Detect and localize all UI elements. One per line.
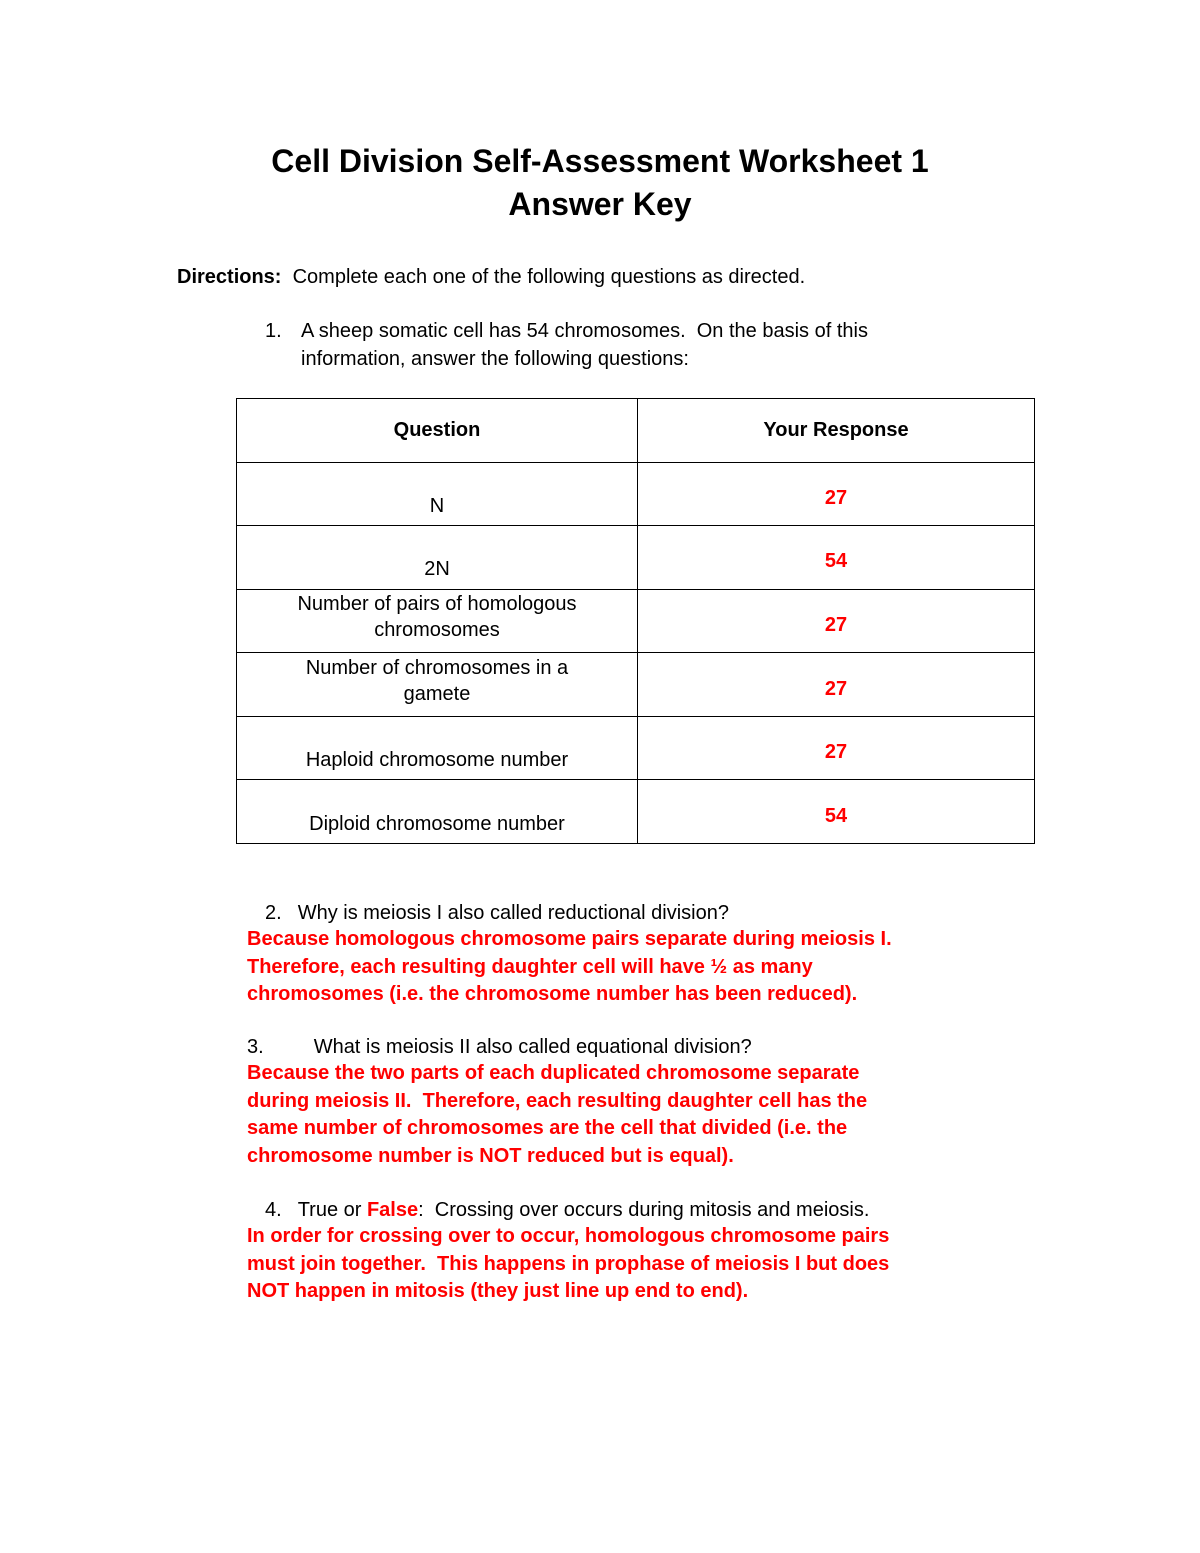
page-subtitle: Answer Key	[508, 186, 692, 222]
answer-line: must join together. This happens in prophase of meiosis I but does	[247, 1252, 890, 1275]
question-1-line-1: A sheep somatic cell has 54 chromosomes. On the basis of this	[301, 320, 868, 342]
question-3-number: 3.	[247, 1036, 264, 1058]
question-3	[247, 1033, 752, 1061]
answer-line: NOT happen in mitosis (they just line up end to end).	[247, 1280, 749, 1302]
answer-line: same number of chromosomes are the cell that divided (i.e. the	[247, 1117, 848, 1139]
answer-line: during meiosis II. Therefore, each resulting daughter cell has the	[247, 1089, 868, 1112]
question-1-line-2: information, answer the following questions:	[301, 348, 689, 370]
table-row	[237, 653, 1035, 717]
table-cell-question: Diploid chromosome number	[237, 780, 638, 844]
question-4-text: : Crossing over occurs during mitosis and meiosis.	[418, 1199, 870, 1221]
table-cell-answer: 54	[638, 780, 1035, 844]
table-cell-question: Haploid chromosome number	[237, 716, 638, 780]
table-cell-question: 2N	[237, 526, 638, 590]
table-row	[237, 462, 1035, 526]
answer-line: Because the two parts of each duplicated chromosome separate	[247, 1062, 860, 1084]
question-2-answer	[247, 926, 1047, 1009]
answer-line: Because homologous chromosome pairs separate during meiosis I.	[247, 928, 892, 950]
question-2-number: 2.	[265, 902, 282, 924]
answer-line: chromosome number is NOT reduced but is equal).	[247, 1144, 734, 1167]
table-cell-question: N	[237, 462, 638, 526]
page-title: Cell Division Self-Assessment Worksheet 1	[271, 143, 929, 179]
table-row	[237, 780, 1035, 844]
question-3-text: What is meiosis II also called equational division?	[313, 1036, 752, 1058]
directions	[177, 263, 805, 291]
question-3-answer	[247, 1060, 1047, 1170]
question-4	[265, 1196, 869, 1224]
table-cell-question: Number of chromosomes in a gamete	[237, 653, 638, 717]
question-4-number: 4.	[265, 1199, 282, 1221]
directions-label: Directions:	[177, 266, 282, 288]
question-4-false: False	[366, 1199, 419, 1221]
table-header-row	[237, 399, 1035, 463]
table-cell-answer: 27	[638, 653, 1035, 717]
table-row	[237, 526, 1035, 590]
answer-line: In order for crossing over to occur, homologous chromosome pairs	[247, 1225, 890, 1247]
question-4-answer	[247, 1223, 1047, 1306]
question-4-true: True or	[297, 1199, 367, 1221]
table-cell-answer: 27	[638, 589, 1035, 653]
answer-line: chromosomes (i.e. the chromosome number has been reduced).	[247, 983, 858, 1005]
answer-line: Therefore, each resulting daughter cell will have ½ as many	[247, 955, 813, 978]
question-1-number: 1.	[265, 320, 282, 342]
table-cell-answer: 54	[638, 526, 1035, 590]
directions-text: Complete each one of the following questions as directed.	[292, 266, 806, 288]
table-row	[237, 589, 1035, 653]
table-row	[237, 716, 1035, 780]
question-2-text: Why is meiosis I also called reductional division?	[297, 902, 729, 924]
question-2	[265, 899, 729, 927]
table-cell-answer: 27	[638, 716, 1035, 780]
table-cell-answer: 27	[638, 462, 1035, 526]
response-table	[236, 398, 1035, 844]
table-cell-question: Number of pairs of homologous chromosomes	[237, 589, 638, 653]
table-header-question: Question	[237, 399, 638, 463]
table-header-response: Your Response	[638, 399, 1035, 463]
